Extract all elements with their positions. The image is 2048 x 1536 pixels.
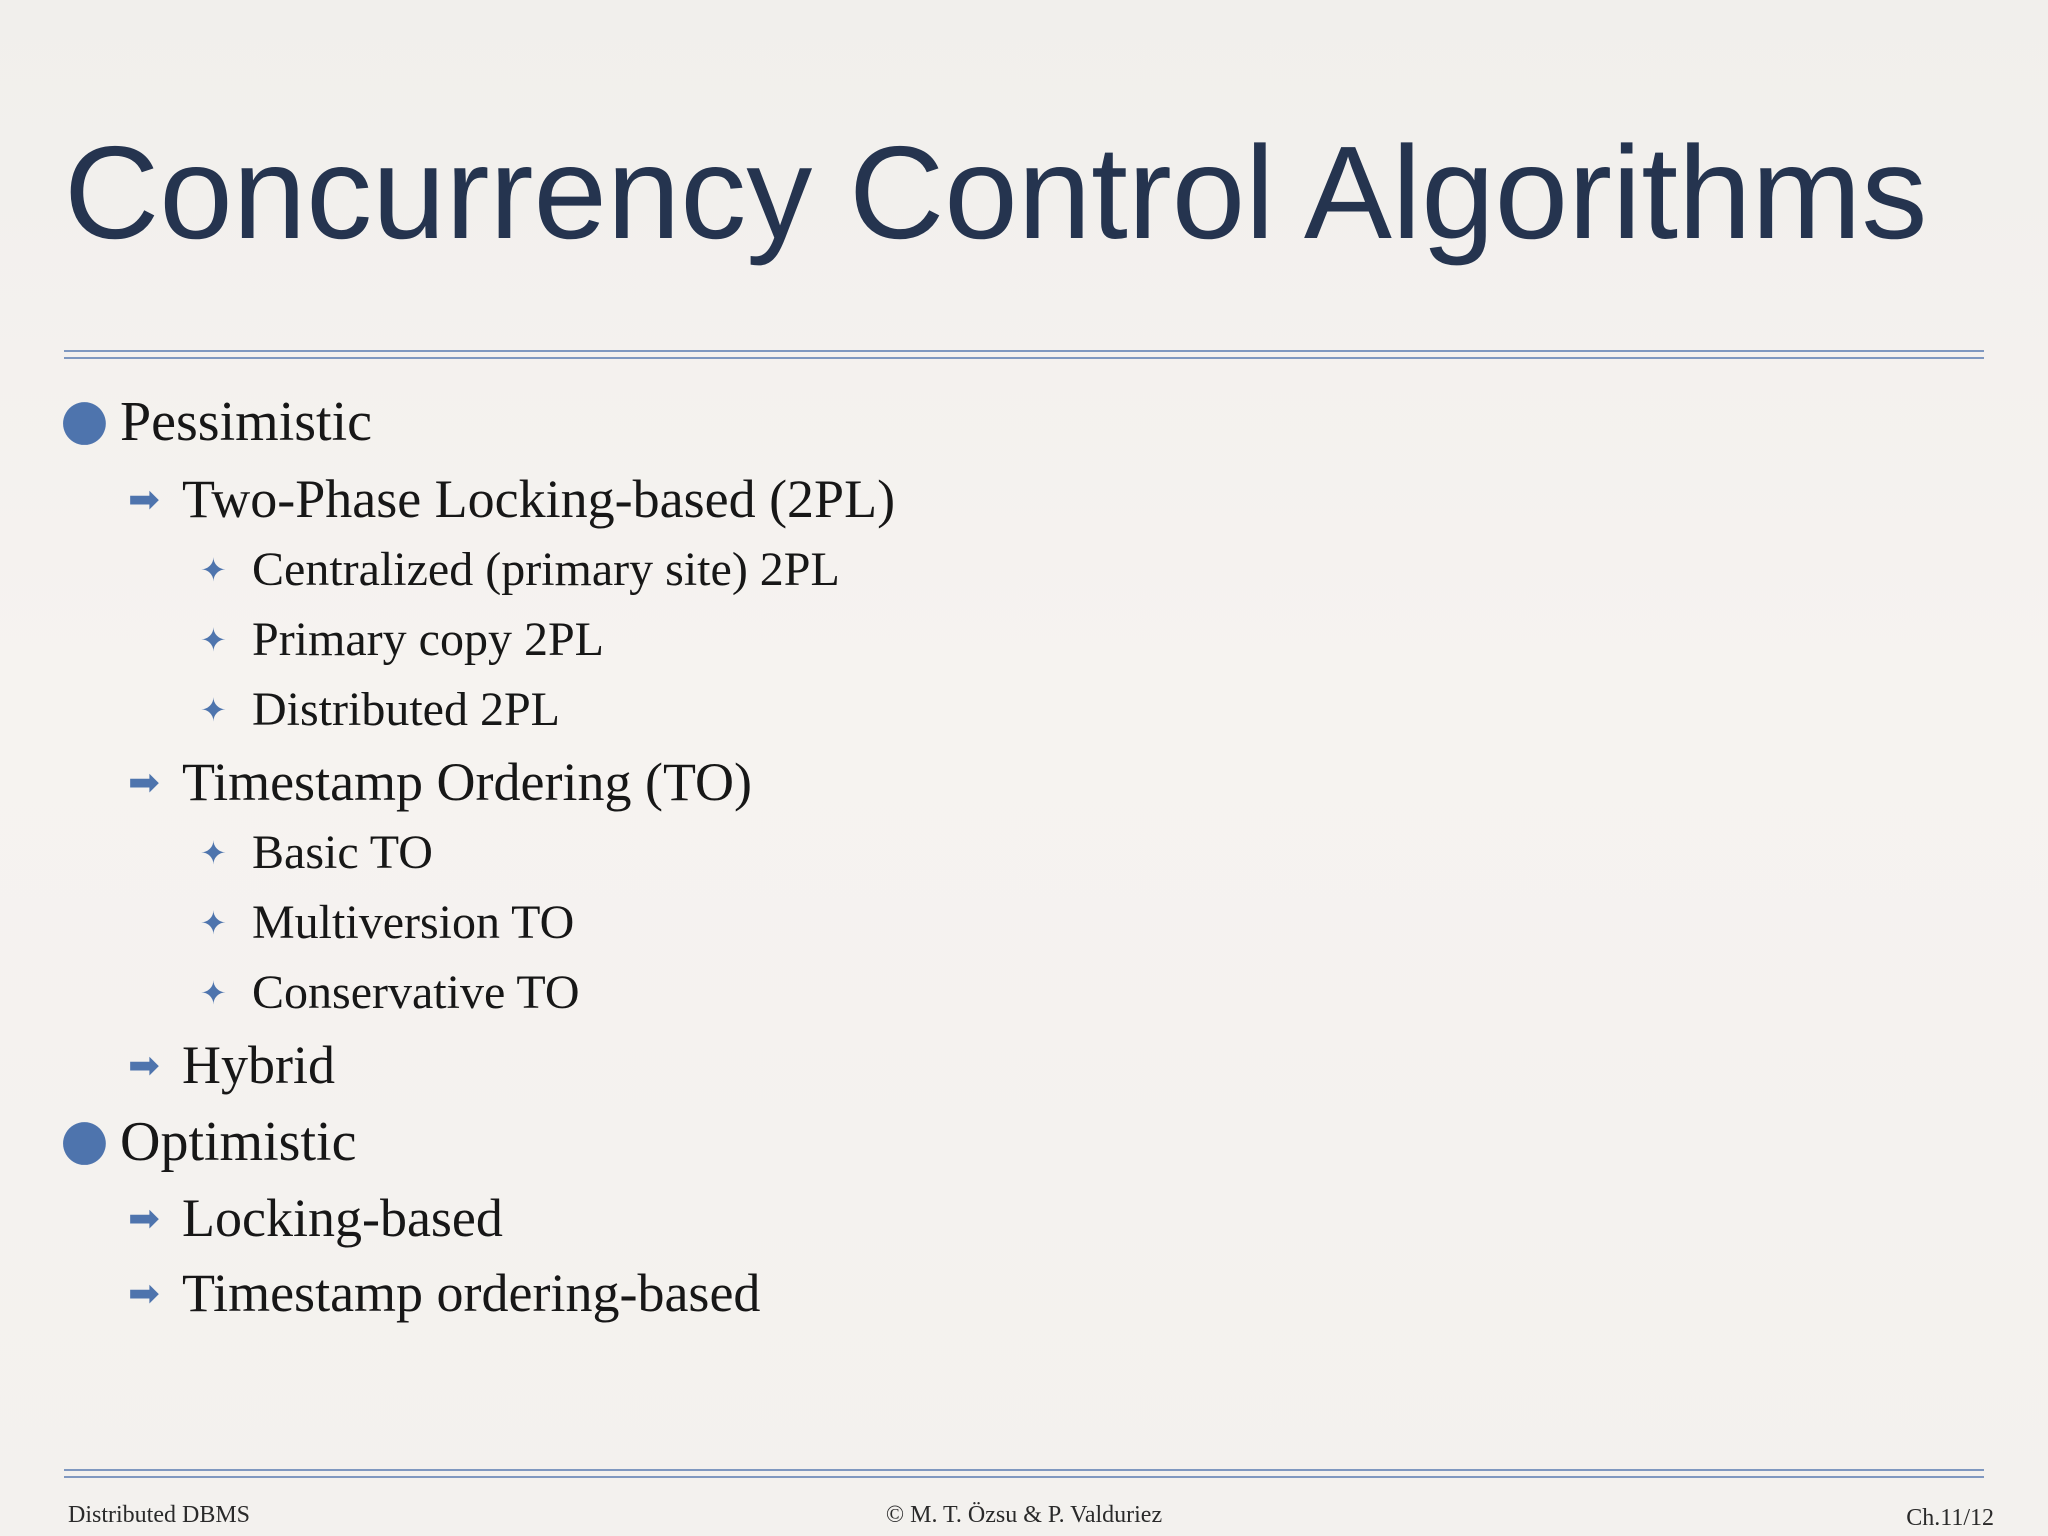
- bullet-label: Conservative TO: [252, 966, 580, 1019]
- arrow-right-icon: ➡: [128, 477, 160, 521]
- bullet-item-pessimistic: [60, 386, 373, 458]
- bullet-item-locking-based: [128, 1183, 503, 1253]
- bullet-label: Locking-based: [182, 1188, 503, 1248]
- arrow-right-icon: ➡: [128, 760, 160, 804]
- four-point-star-icon: ✦: [200, 904, 227, 942]
- bullet-item-hybrid: [128, 1030, 335, 1100]
- bullet-item-timestamp-ordering-based: [128, 1258, 761, 1328]
- footer-divider-line: [64, 1469, 1984, 1471]
- bullet-label: Basic TO: [252, 826, 433, 879]
- bullet-item-optimistic: [60, 1106, 357, 1178]
- bullet-item-timestamp-ordering: [128, 747, 752, 817]
- four-point-star-icon: ✦: [200, 834, 227, 872]
- bullet-label: Timestamp Ordering (TO): [182, 752, 752, 812]
- footer-page-number: Ch.11/12: [1906, 1505, 1994, 1531]
- bullet-label: Timestamp ordering-based: [182, 1263, 761, 1323]
- four-point-star-icon: ✦: [200, 691, 227, 729]
- bullet-item-basic-to: [200, 822, 433, 884]
- bullet-label: Two-Phase Locking-based (2PL): [182, 469, 896, 529]
- slide-title: Concurrency Control Algorithms: [64, 119, 1928, 266]
- footer-divider-line: [64, 1476, 1984, 1478]
- four-point-star-icon: ✦: [200, 621, 227, 659]
- bullet-label: Optimistic: [120, 1111, 357, 1173]
- bullet-item-conservative-to: [200, 962, 580, 1024]
- four-point-star-icon: ✦: [200, 974, 227, 1012]
- bullet-item-primary-copy-2pl: [200, 609, 604, 671]
- bullet-item-two-phase-locking: [128, 464, 896, 534]
- bullet-label: Pessimistic: [120, 391, 373, 453]
- bullet-label: Hybrid: [182, 1035, 335, 1095]
- bullet-label: Primary copy 2PL: [252, 613, 604, 666]
- bullet-label: Multiversion TO: [252, 896, 575, 949]
- bullet-item-centralized-2pl: [200, 539, 840, 601]
- bullet-dot-icon: ●: [60, 1107, 109, 1172]
- bullet-label: Centralized (primary site) 2PL: [252, 543, 840, 596]
- footer-course-name: Distributed DBMS: [68, 1502, 251, 1528]
- bullet-item-distributed-2pl: [200, 679, 560, 741]
- bullet-dot-icon: ●: [60, 387, 109, 452]
- four-point-star-icon: ✦: [200, 551, 227, 589]
- bullet-label: Distributed 2PL: [252, 683, 560, 736]
- arrow-right-icon: ➡: [128, 1196, 160, 1240]
- arrow-right-icon: ➡: [128, 1271, 160, 1315]
- footer-copyright: © M. T. Özsu & P. Valduriez: [885, 1502, 1163, 1528]
- bullet-item-multiversion-to: [200, 892, 575, 954]
- arrow-right-icon: ➡: [128, 1043, 160, 1087]
